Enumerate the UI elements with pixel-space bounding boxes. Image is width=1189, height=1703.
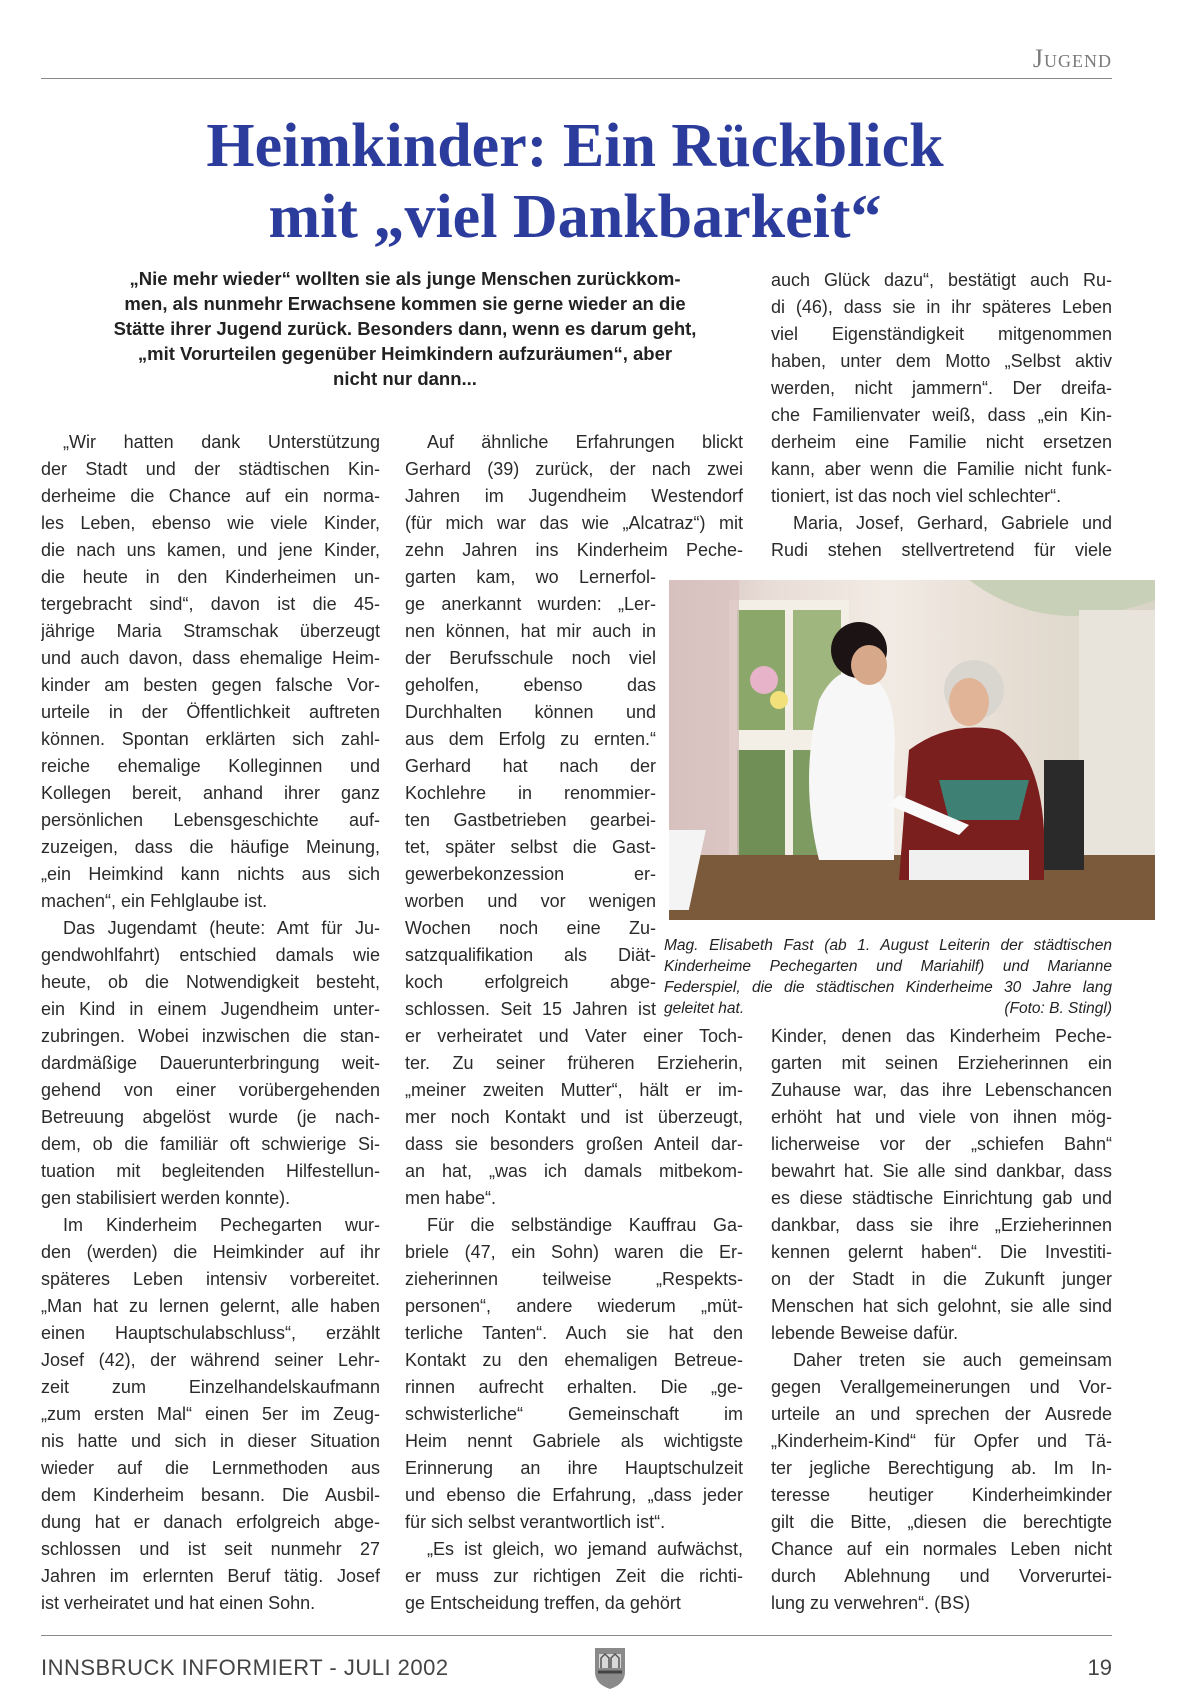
text-line: dem, ob die familiär oft schwierige Si-: [41, 1134, 380, 1154]
text-line: „meiner zweiten Mutter“, hält er im-: [405, 1080, 743, 1100]
text-line: reiche ehemalige Kolleginnen und: [41, 756, 380, 776]
text-line: Wochen noch eine Zu-: [405, 918, 656, 938]
photo-illustration: [669, 580, 1155, 920]
lede-line: nicht nur dann...: [333, 368, 477, 389]
text-line: die nach uns kamen, und jene Kinder,: [41, 540, 380, 560]
text-line: er verheiratet und Vater einer Toch-: [405, 1026, 743, 1046]
text-line: Rudi stehen stellvertretend für viele: [771, 540, 1112, 560]
text-line: Maria, Josef, Gerhard, Gabriele und: [793, 513, 1112, 533]
text-line: machen“, ein Fehlglaube ist.: [41, 891, 268, 911]
text-line: tuation mit begleitenden Hilfestellun-: [41, 1161, 380, 1181]
text-line: Daher treten sie auch gemeinsam: [793, 1350, 1112, 1370]
text-line: derheime die Chance auf ein norma-: [41, 486, 380, 506]
text-line: ge anerkannt wurden: „Ler-: [405, 594, 656, 614]
article-photo: [669, 580, 1155, 920]
text-line: satzqualifikation als Diät-: [405, 945, 656, 965]
text-line: tet, später selbst die Gast-: [405, 837, 656, 857]
lede-line: „Nie mehr wieder“ wollten sie als junge Menschen zurückkom-: [129, 268, 681, 289]
text-line: tioniert, ist das noch viel schlechter“.: [771, 486, 1062, 506]
text-line: nen können, hat mir auch in: [405, 621, 656, 641]
text-line: „zum ersten Mal“ einen 5er im Zeug-: [41, 1404, 380, 1424]
text-line: wieder auf die Lernmethoden aus: [41, 1458, 380, 1478]
text-line: Zuhause war, das ihre Lebenschancen: [771, 1080, 1112, 1100]
text-line: Kollegen bereit, anhand ihrer ganz: [41, 783, 380, 803]
text-line: Gerhard hat nach der: [405, 756, 656, 776]
text-line: der Stadt und der städtischen Kin-: [41, 459, 380, 479]
text-line: worben und vor wenigen: [405, 891, 656, 911]
text-line: tergebracht sind“, davon ist die 45-: [41, 594, 380, 614]
caption-line: Federspiel, die die städtischen Kinderheime 30 Jahre lang: [664, 979, 1112, 996]
text-line: Für die selbständige Kauffrau Ga-: [427, 1215, 743, 1235]
text-line: haben, unter dem Motto „Selbst aktiv: [771, 351, 1112, 371]
article-title-line-1: Heimkinder: Ein Rückblick: [206, 112, 944, 180]
text-line: gegen Verallgemeinerungen und Vor-: [771, 1377, 1112, 1397]
text-line: „Man hat zu lernen gelernt, alle haben: [41, 1296, 380, 1316]
text-line: terliche Tanten“. Auch sie hat den: [405, 1323, 743, 1343]
text-line: zehn Jahren ins Kinderheim Peche-: [405, 540, 743, 560]
text-line: zubringen. Wobei inzwischen die stan-: [41, 1026, 380, 1046]
lede-line: „mit Vorurteilen gegenüber Heimkindern aufzuräumen“, aber: [137, 343, 673, 364]
text-line: Im Kinderheim Pechegarten wur-: [63, 1215, 380, 1235]
text-line: und auch davon, dass ehemalige Heim-: [41, 648, 380, 668]
text-line: „ein Heimkind kann nichts aus sich: [41, 864, 380, 884]
text-line: zeit zum Einzelhandelskaufmann: [41, 1377, 380, 1397]
text-line: dem Kinderheim besann. Die Ausbil-: [41, 1485, 380, 1505]
text-line: gewerbekonzession er-: [405, 864, 656, 884]
text-line: Jahren im Jugendheim Westendorf: [405, 486, 743, 506]
text-line: er muss zur richtigen Zeit die richti-: [405, 1566, 743, 1586]
text-line: erhöht hat und viele von ihnen mög-: [771, 1107, 1112, 1127]
page-number: 19: [1087, 1655, 1112, 1680]
publication-name: INNSBRUCK INFORMIERT - JULI 2002: [41, 1655, 449, 1680]
text-line: derheim eine Familie nicht ersetzen: [771, 432, 1112, 452]
text-line: Heim nennt Gabriele als wichtigste: [405, 1431, 743, 1451]
text-line: garten kam, wo Lernerfol-: [405, 567, 656, 587]
text-line: gendwohlfahrt) entschied damals wie: [41, 945, 380, 965]
text-line: einen Hauptschulabschluss“, erzählt: [41, 1323, 380, 1343]
text-line: Das Jugendamt (heute: Amt für Ju-: [63, 918, 380, 938]
text-line: aus dem Erfolg zu ernten.“: [405, 729, 656, 749]
text-line: Jahren im erlernten Beruf tätig. Josef: [41, 1566, 380, 1586]
text-line: persönlichen Lebensgeschichte auf-: [41, 810, 380, 830]
text-line: dass sie besonders großen Anteil dar-: [405, 1134, 743, 1154]
text-line: kann, aber wenn die Familie nicht funk-: [771, 459, 1112, 479]
text-line: können. Spontan erklärten sich zahl-: [41, 729, 380, 749]
text-line: ter. Zu seiner früheren Erzieherin,: [405, 1053, 743, 1073]
lede-line: Stätte ihrer Jugend zurück. Besonders dann, wenn es darum geht,: [113, 318, 697, 339]
text-line: dung hat er danach erfolgreich abge-: [41, 1512, 380, 1532]
text-line: Gerhard (39) zurück, der nach zwei: [405, 459, 743, 479]
text-line: ge Entscheidung treffen, da gehört: [405, 1593, 681, 1613]
text-line: licherweise vor der „schiefen Bahn“: [771, 1134, 1112, 1154]
text-line: es diese städtische Einrichtung gab und: [771, 1188, 1112, 1208]
text-line: und ebenso die Erfahrung, „dass jeder: [405, 1485, 743, 1505]
photo-credit: (Foto: B. Stingl): [1004, 1000, 1112, 1017]
text-line: lung zu verwehren“. (BS): [771, 1593, 971, 1613]
text-line: mer noch Kontakt und ist überzeugt,: [405, 1107, 743, 1127]
lede-line: men, als nunmehr Erwachsene kommen sie gerne wieder an die: [124, 293, 686, 314]
text-line: koch erfolgreich abge-: [405, 972, 656, 992]
text-line: ten Gastbetrieben gearbei-: [405, 810, 656, 830]
section-heading: Jugend: [1032, 44, 1112, 73]
text-line: viel Eigenständigkeit mitgenommen: [771, 324, 1112, 344]
text-line: gilt die Bitte, „diesen die berechtigte: [771, 1512, 1112, 1532]
text-line: di (46), dass sie in ihr späteres Leben: [771, 297, 1112, 317]
text-line: che Familienvater weiß, dass „ein Kin-: [771, 405, 1112, 425]
text-line: urteile in der Öffentlichkeit auftreten: [41, 702, 380, 722]
text-line: an hat, „was ich damals mitbekom-: [405, 1161, 743, 1181]
text-line: ist verheiratet und hat einen Sohn.: [41, 1593, 316, 1613]
text-line: schlossen. Seit 15 Jahren ist: [405, 999, 656, 1019]
caption-line: Kinderheime Pechegarten und Mariahilf) und Marianne: [664, 958, 1112, 975]
text-line: les Leben, ebenso wie viele Kinder,: [41, 513, 380, 533]
text-line: „Es ist gleich, wo jemand aufwächst,: [427, 1539, 743, 1559]
text-line: Kochlehre in renommier-: [405, 783, 656, 803]
text-line: „Wir hatten dank Unterstützung: [63, 432, 380, 452]
text-line: jährige Maria Stramschak überzeugt: [41, 621, 380, 641]
text-line: durch Ablehnung und Vorverurtei-: [771, 1566, 1112, 1586]
text-line: ein Kind in einem Jugendheim unter-: [41, 999, 380, 1019]
footer-rule: [41, 1635, 1112, 1636]
text-line: Josef (42), der während seiner Lehr-: [41, 1350, 380, 1370]
text-line: „Kinderheim-Kind“ für Opfer und Tä-: [771, 1431, 1112, 1451]
text-line: bewahrt hat. Sie alle sind dankbar, dass: [771, 1161, 1112, 1181]
caption-line: Mag. Elisabeth Fast (ab 1. August Leiterin der städtischen: [664, 937, 1112, 954]
caption-line: geleitet hat.: [664, 1000, 745, 1017]
text-line: Erinnerung an ihre Hauptschulzeit: [405, 1458, 743, 1478]
text-line: Chance auf ein normales Leben nicht: [771, 1539, 1112, 1559]
text-line: Menschen hat sich gelohnt, sie alle sind: [771, 1296, 1112, 1316]
text-line: Kontakt zu den ehemaligen Betreue-: [405, 1350, 743, 1370]
text-line: kinder am besten gegen falsche Vor-: [41, 675, 380, 695]
text-line: späteres Leben intensiv vorbereitet.: [41, 1269, 380, 1289]
text-line: den (werden) die Heimkinder auf ihr: [41, 1242, 380, 1262]
article-title-line-2: mit „viel Dankbarkeit“: [268, 183, 882, 251]
text-line: schwisterliche“ Gemeinschaft im: [405, 1404, 743, 1424]
text-line: für sich selbst verantwortlich ist“.: [405, 1512, 666, 1532]
text-line: dardmäßige Dauerunterbringung weit-: [41, 1053, 380, 1073]
text-line: gehend von einer vorübergehenden: [41, 1080, 380, 1100]
coat-of-arms-icon: [594, 1646, 626, 1690]
text-line: rinnen aufrecht erhalten. Die „ge-: [405, 1377, 743, 1397]
text-line: nis hatte und sich in dieser Situation: [41, 1431, 380, 1451]
text-line: ter jegliche Berechtigung ab. Im In-: [771, 1458, 1112, 1478]
text-line: schlossen und ist seit nunmehr 27: [41, 1539, 380, 1559]
text-line: Kinder, denen das Kinderheim Peche-: [771, 1026, 1112, 1046]
text-line: heute, ob die Notwendigkeit besteht,: [41, 972, 380, 992]
text-line: on der Stadt in die Zukunft junger: [771, 1269, 1112, 1289]
text-line: garten mit seinen Erzieherinnen ein: [771, 1053, 1112, 1073]
text-line: briele (47, ein Sohn) waren die Er-: [405, 1242, 743, 1262]
text-line: men habe“.: [405, 1188, 497, 1208]
text-line: dankbar, dass sie ihre „Erzieherinnen: [771, 1215, 1112, 1235]
text-line: urteile an und sprechen der Ausrede: [771, 1404, 1112, 1424]
text-line: teresse heutiger Kinderheimkinder: [771, 1485, 1112, 1505]
text-line: (für mich war das wie „Alcatraz“) mit: [405, 513, 743, 533]
text-line: auch Glück dazu“, bestätigt auch Ru-: [771, 270, 1112, 290]
header-rule: [41, 78, 1112, 79]
text-line: zieherinnen teilweise „Respekts-: [405, 1269, 743, 1289]
text-line: zuzeigen, dass die häufige Meinung,: [41, 837, 380, 857]
text-line: Betreuung abgelöst wurde (je nach-: [41, 1107, 380, 1127]
text-line: gen stabilisiert werden konnte).: [41, 1188, 291, 1208]
text-line: kennen gelernt haben“. Die Investiti-: [771, 1242, 1112, 1262]
text-line: personen“, andere wiederum „müt-: [405, 1296, 743, 1316]
text-line: werden, nicht jammern“. Der dreifa-: [771, 378, 1112, 398]
text-line: Durchhalten können und: [405, 702, 656, 722]
text-line: Auf ähnliche Erfahrungen blickt: [427, 432, 743, 452]
text-line: der Berufsschule noch viel: [405, 648, 656, 668]
text-line: geholfen, ebenso das: [405, 675, 656, 695]
text-line: die heute in den Kinderheimen un-: [41, 567, 380, 587]
text-line: lebende Beweise dafür.: [771, 1323, 959, 1343]
